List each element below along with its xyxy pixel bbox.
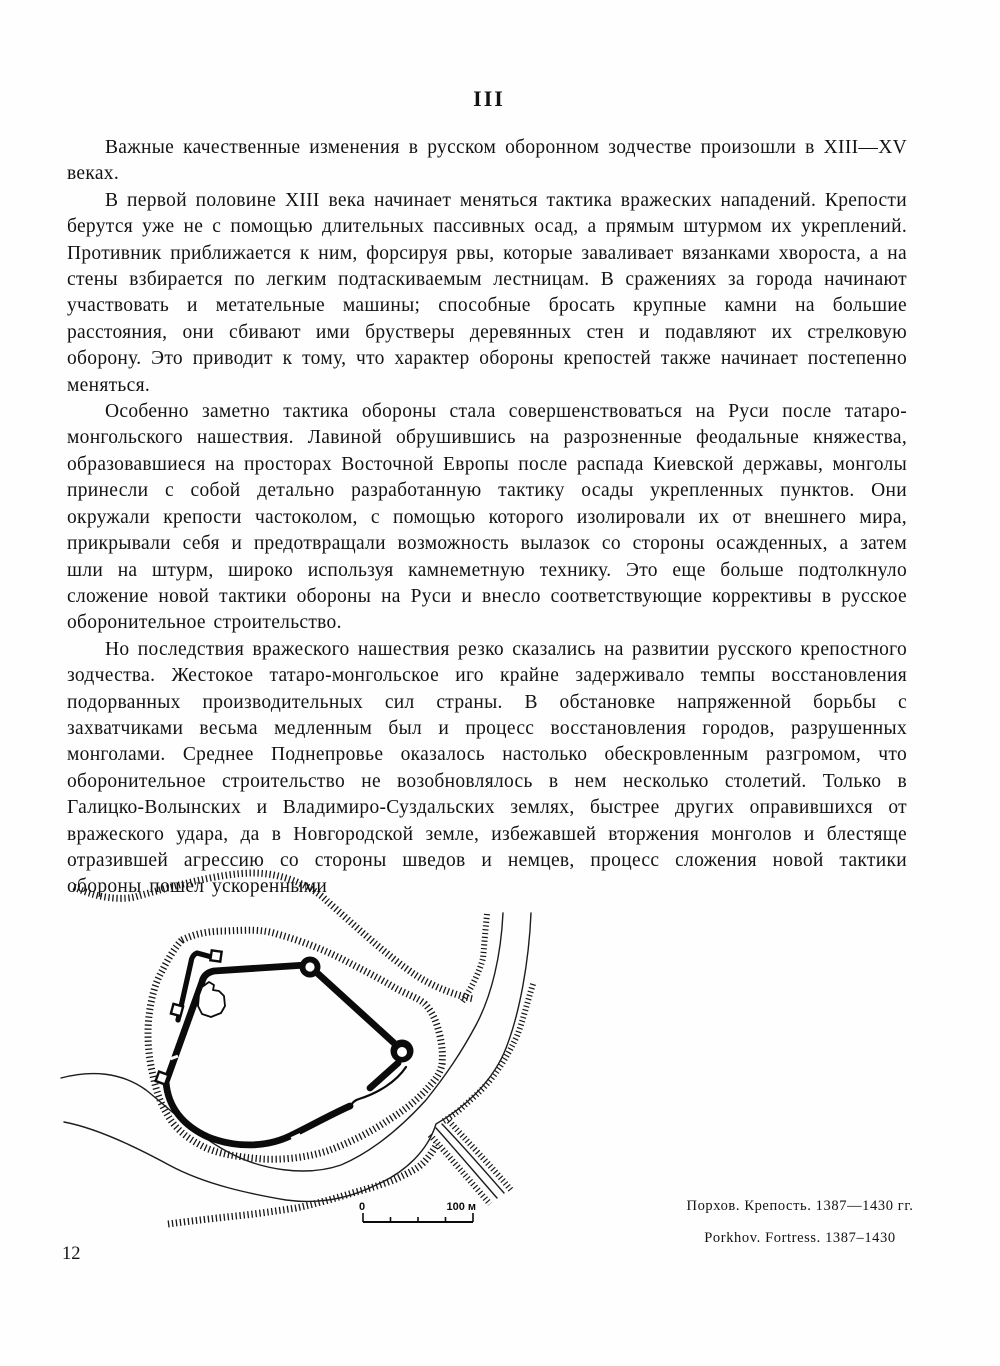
section-heading: III: [473, 86, 505, 111]
paragraph-3: Особенно заметно тактика обороны стала совершенствоваться на Руси после татаро-монгольского нашествия. Лавиной обрушившись на разрозненные феодальные княжества, образовавшиеся на просторах Восточной Европы после распада Киевской державы, монголы принесли с собой детально разработанную тактику осады укрепленных пунктов. Они окружали крепости частоколом, с помощью которого изолировали их от внешнего мира, прикрывали себя и предотвращали возможность вылазок со стороны осажденных, а затем шли на штурм, широко используя камнеметную технику. Это еще больше подтолкнуло сложение новой тактики обороны на Руси и внесло соответствующие коррективы в русское оборонительное строительство.: [67, 401, 907, 634]
east-round-tower: [391, 1040, 414, 1063]
square-tower-north: [210, 950, 221, 961]
hachure-top-ridge: [74, 873, 474, 999]
scale-zero-label: 0: [359, 1201, 366, 1213]
hachure-south-bank: [168, 1144, 437, 1224]
hachure-ravine-right: [449, 1121, 511, 1190]
square-tower-southwest: [156, 1072, 169, 1085]
body-text: [67, 135, 907, 901]
church-building: [198, 982, 225, 1017]
scale-bar: [359, 1201, 476, 1222]
gate-passage-line: [350, 1067, 406, 1108]
page-number: 12: [62, 1244, 81, 1264]
main-wall: [166, 965, 350, 1145]
river-near-bank: [61, 913, 503, 1171]
square-tower-west: [171, 1004, 183, 1016]
fortress-plan-figure: [56, 860, 542, 1252]
paragraph-4: Но последствия вражеского нашествия резко сказались на развитии русского крепостного зодчества. Жестокое татаро-монгольское иго крайне задерживало темпы восстановления подорванных производительных сил страны. В обстановке напряженной борьбы с захватчиками весьма медленным был и процесс восстановления городов, разрушенных монголами. Среднее Поднепровье оказалось настолько обескровленным разгромом, что оборонительное строительство не возобновлялось в нем несколько столетий. Только в Галицко-Волынских и Владимиро-Суздальских землях, быстрее других оправившихся от вражеского удара, да в Новгородской земле, избежавшей вторжения монголов и блестяще отразившей агрессию со стороны шведов и немцев, процесс сложения новой тактики обороны пошел ускоренными: [67, 638, 907, 898]
figure-caption-russian: Порхов. Крепость. 1387—1430 гг.: [686, 1198, 914, 1214]
paragraph-2: В первой половине XIII века начинает меняться тактика вражеских нападений. Крепости берутся уже не с помощью длительных пассивных осад, а прямым штурмом их укреплений. Противник приближается к ним, форсируя рвы, которые заваливает вязанками хвороста, а на стены взбирается по легким подтаскиваемым лестницам. В сражениях за города начинают участвовать и метательные машины; способные бросать крупные камни на большие расстояния, они сбивают ими брустверы деревянных стен и подавляют их стрелковую оборону. Это приводит к тому, что характер обороны крепостей также начинает постепенно меняться.: [67, 189, 907, 396]
hachure-right-bank-upper: [462, 914, 487, 1002]
gate-zahab-wall: [370, 1063, 398, 1088]
paragraph-1: Важные качественные изменения в русском оборонном зодчестве произошли в XIII—XV веках.: [67, 137, 907, 185]
river-far-bank: [64, 913, 531, 1201]
scale-100m-label: 100 м: [446, 1201, 476, 1213]
ravine-stream-2: [442, 1124, 504, 1193]
north-round-tower: [300, 957, 321, 978]
fortress-plan-drawing: [56, 860, 542, 1252]
figure-caption: [608, 1190, 992, 1254]
figure-caption-english: Porkhov. Fortress. 1387–1430: [704, 1230, 896, 1246]
